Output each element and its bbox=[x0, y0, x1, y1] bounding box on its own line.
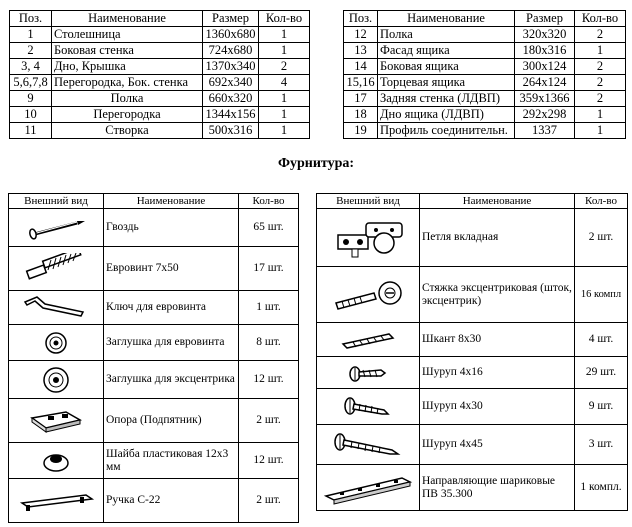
hinge-icon bbox=[326, 213, 410, 263]
table-row: 11 Створка 500х316 1 bbox=[10, 123, 310, 139]
screw-cap-icon bbox=[41, 330, 71, 356]
table-row: Шайба пластиковая 12х3 мм 12 шт. bbox=[9, 443, 299, 479]
header-name: Наименование bbox=[420, 194, 575, 209]
cam-cap-icon bbox=[39, 365, 73, 395]
hardware-title: Фурнитура: bbox=[277, 156, 355, 171]
hardware-table-left bbox=[8, 193, 299, 523]
table-row: Опора (Подпятник) 2 шт. bbox=[9, 399, 299, 443]
header-view: Внешний вид bbox=[9, 194, 104, 209]
table-row: Шуруп 4х45 3 шт. bbox=[317, 425, 628, 465]
plastic-washer-icon bbox=[39, 448, 73, 474]
header-pos: Поз. bbox=[344, 11, 378, 27]
dowel-icon bbox=[333, 329, 403, 351]
header-size: Размер bbox=[203, 11, 259, 27]
drawer-slide-icon bbox=[320, 470, 416, 506]
header-qty: Кол-во bbox=[239, 194, 299, 209]
table-row: 3, 4 Дно, Крышка 1370х340 2 bbox=[10, 59, 310, 75]
header-size: Размер bbox=[515, 11, 575, 27]
table-row: 14 Боковая ящика 300х124 2 bbox=[344, 59, 626, 75]
table-row: 19 Профиль соединительн. 1337 1 bbox=[344, 123, 626, 139]
header-name: Наименование bbox=[378, 11, 515, 27]
table-row: Ручка С-22 2 шт. bbox=[9, 479, 299, 523]
handle-icon bbox=[16, 489, 96, 513]
header-qty: Кол-во bbox=[259, 11, 310, 27]
table-row: 1 Столешница 1360х680 1 bbox=[10, 27, 310, 43]
header-view: Внешний вид bbox=[317, 194, 420, 209]
table-row: Направляющие шариковые ПВ 35.300 1 компл. bbox=[317, 465, 628, 511]
table-row: Петля вкладная 2 шт. bbox=[317, 209, 628, 267]
table-row: Гвоздь 65 шт. bbox=[9, 209, 299, 247]
table-row: Евровинт 7х50 17 шт. bbox=[9, 247, 299, 291]
table-row: Стяжка эксцентриковая (шток, эксцентрик) 16 компл bbox=[317, 267, 628, 323]
table-row: 18 Дно ящика (ЛДВП) 292х298 1 bbox=[344, 107, 626, 123]
header-name: Наименование bbox=[104, 194, 239, 209]
table-row: 10 Перегородка 1344х156 1 bbox=[10, 107, 310, 123]
table-row: 15,16 Торцевая ящика 264х124 2 bbox=[344, 75, 626, 91]
parts-table-right bbox=[343, 10, 626, 139]
table-row: 9 Полка 660х320 1 bbox=[10, 91, 310, 107]
table-row: Заглушка для эксцентрика 12 шт. bbox=[9, 361, 299, 399]
cam-fitting-icon bbox=[328, 275, 408, 315]
nail-icon bbox=[21, 213, 91, 243]
table-row: Шуруп 4х16 29 шт. bbox=[317, 357, 628, 389]
euro-screw-icon bbox=[18, 253, 94, 285]
screw-4x16-icon bbox=[343, 362, 393, 384]
header-qty: Кол-во bbox=[575, 11, 626, 27]
table-row: 13 Фасад ящика 180х316 1 bbox=[344, 43, 626, 59]
header-qty: Кол-во bbox=[575, 194, 628, 209]
table-row: 2 Боковая стенка 724х680 1 bbox=[10, 43, 310, 59]
parts-table-left bbox=[9, 10, 310, 139]
support-foot-icon bbox=[26, 406, 86, 436]
table-row: Заглушка для евровинта 8 шт. bbox=[9, 325, 299, 361]
table-row: Шкант 8х30 4 шт. bbox=[317, 323, 628, 357]
table-row: 12 Полка 320х320 2 bbox=[344, 27, 626, 43]
table-row: 17 Задняя стенка (ЛДВП) 359х1366 2 bbox=[344, 91, 626, 107]
table-row: 5,6,7,8 Перегородка, Бок. стенка 692х340 4 bbox=[10, 75, 310, 91]
table-row: Шуруп 4х30 9 шт. bbox=[317, 389, 628, 425]
screw-4x45-icon bbox=[328, 430, 408, 460]
screw-4x30-icon bbox=[338, 394, 398, 420]
header-pos: Поз. bbox=[10, 11, 52, 27]
table-row: Ключ для евровинта 1 шт. bbox=[9, 291, 299, 325]
hex-key-icon bbox=[21, 296, 91, 320]
header-name: Наименование bbox=[52, 11, 203, 27]
hardware-table-right bbox=[316, 193, 628, 511]
